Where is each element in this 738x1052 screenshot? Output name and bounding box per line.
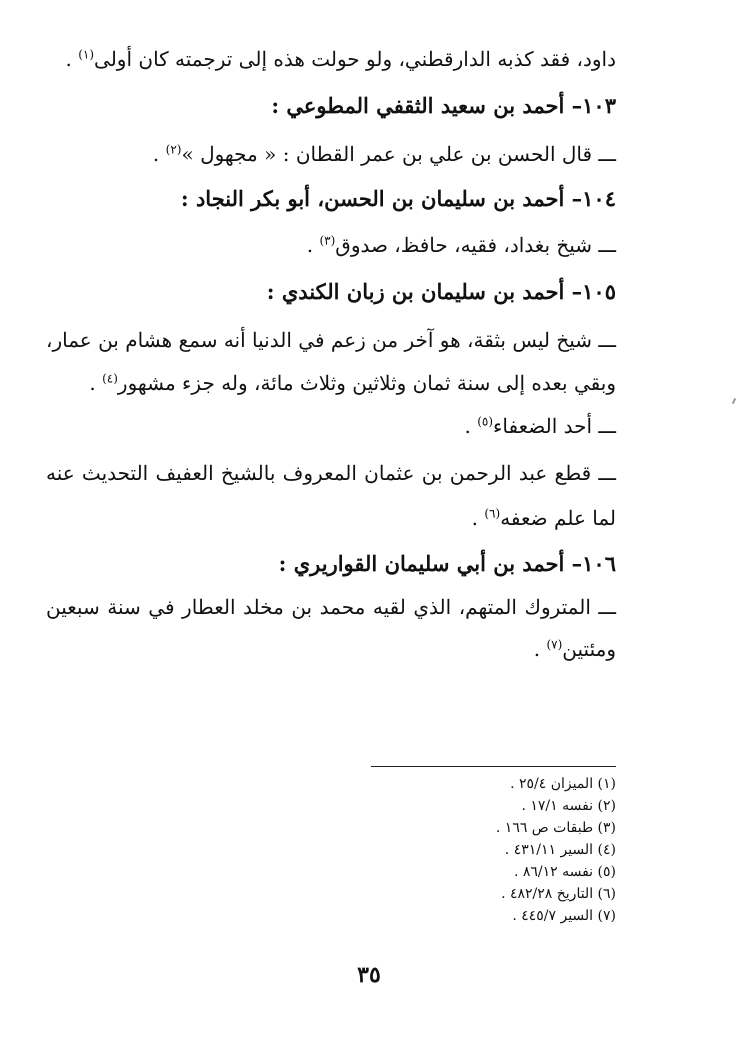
footnote-ref-7: (٧) [546, 637, 563, 652]
entry-106-b-body: ومئتين [562, 637, 616, 661]
entry-104-text [48, 230, 616, 260]
scan-speck [732, 398, 736, 404]
footnote-2: (٢) نفسه ١٧/١ . [521, 798, 616, 814]
footnote-ref-3: (٣) [319, 233, 336, 248]
entry-103-text [48, 139, 616, 169]
footnote-1: (١) الميزان ٢٥/٤ . [510, 776, 616, 792]
entry-heading-104: ١٠٤– أحمد بن سليمان بن الحسن، أبو بكر النجاد : [180, 186, 616, 211]
text-line-1 [48, 44, 616, 74]
entry-103-end: . [152, 142, 166, 166]
entry-105-line-a: ـــ شيخ ليس بثقة، هو آخر من زعم في الدنيا أنه سمع هشام بن عمار، [46, 328, 616, 352]
footnote-6: (٦) التاريخ ٤٨٢/٢٨ . [501, 886, 616, 902]
entry-105-line-e [48, 503, 616, 533]
entry-105-e-body: لما علم ضعفه [500, 506, 616, 530]
entry-105-line-b [48, 368, 616, 398]
footnote-5: (٥) نفسه ٨٦/١٢ . [513, 864, 616, 880]
footnote-ref-1: (١) [78, 47, 95, 62]
footnote-ref-4: (٤) [102, 371, 118, 386]
entry-heading-106: ١٠٦– أحمد بن أبي سليمان القواريري : [278, 551, 616, 576]
entry-105-c-body: ـــ أحد الضعفاء [493, 414, 616, 438]
entry-heading-105: ١٠٥– أحمد بن سليمان بن زبان الكندي : [266, 279, 616, 304]
line-1-text: داود، فقد كذبه الدارقطني، ولو حولت هذه إلى ترجمته كان أولى [94, 47, 616, 71]
entry-105-line-c [48, 411, 616, 441]
entry-106-line-a: ـــ المتروك المتهم، الذي لقيه محمد بن مخلد العطار في سنة سبعين [46, 595, 616, 619]
footnote-4: (٤) السير ٤٣١/١١ . [504, 842, 616, 858]
footnote-ref-5: (٥) [477, 414, 494, 429]
entry-104-body: ـــ شيخ بغداد، فقيه، حافظ، صدوق [335, 233, 616, 257]
entry-105-c-end: . [464, 414, 478, 438]
page-number: ٣٥ [357, 962, 381, 988]
footnote-3: (٣) طبقات ص ١٦٦ . [495, 820, 616, 836]
entry-105-b-end: . [89, 371, 103, 395]
footnote-ref-6: (٦) [484, 506, 501, 521]
entry-106-line-b [48, 634, 616, 664]
entry-104-end: . [306, 233, 320, 257]
footnote-divider [371, 766, 616, 767]
footnote-7: (٧) السير ٤٤٥/٧ . [512, 908, 616, 924]
entry-105-line-d: ـــ قطع عبد الرحمن بن عثمان المعروف بالشيخ العفيف التحديث عنه [46, 461, 616, 485]
entry-103-body: ـــ قال الحسن بن علي بن عمر القطان : « مجهول » [181, 142, 616, 166]
line-1-end: . [65, 47, 79, 71]
entry-105-e-end: . [471, 506, 485, 530]
entry-105-b-body: وبقي بعده إلى سنة ثمان وثلاثين وثلاث مائة، وله جزء مشهور [117, 371, 616, 395]
entry-heading-103: ١٠٣– أحمد بن سعيد الثقفي المطوعي : [271, 93, 616, 118]
entry-106-b-end: . [533, 637, 547, 661]
footnote-ref-2: (٢) [165, 142, 182, 157]
